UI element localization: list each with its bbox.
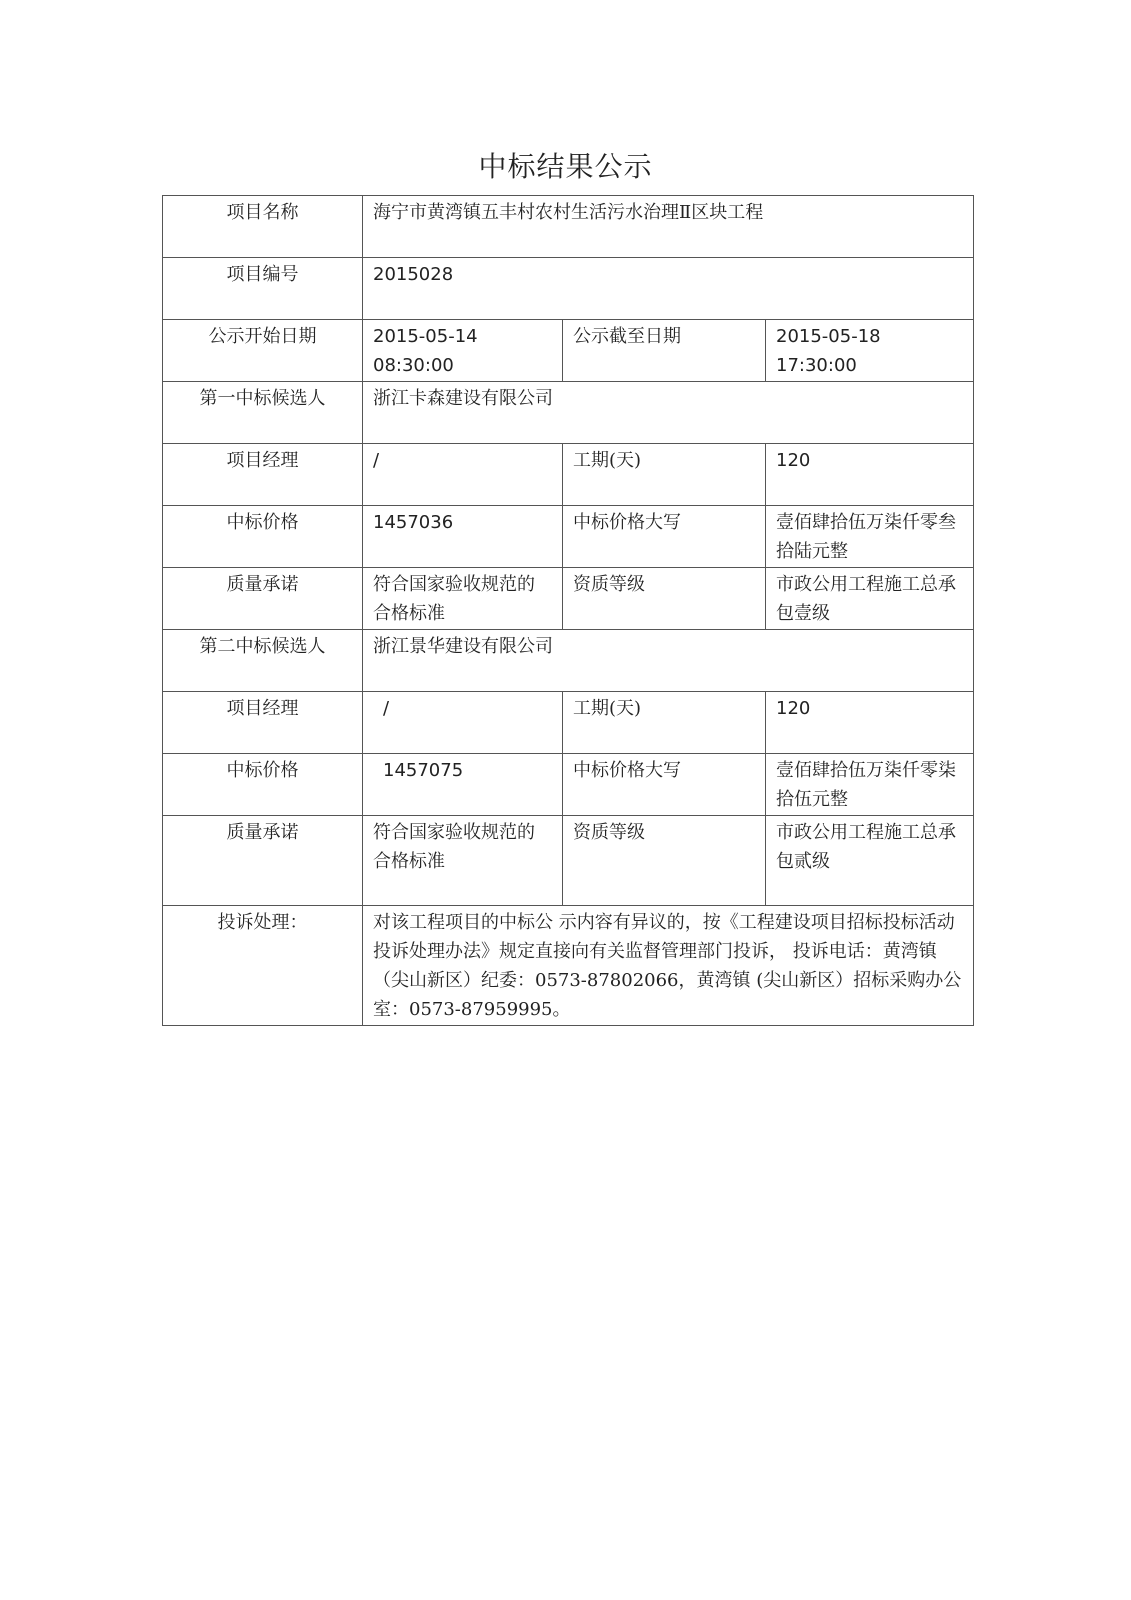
candidate2-price-upper-label: 中标价格大写: [563, 754, 766, 816]
candidate2-quality-label: 质量承诺: [163, 816, 363, 906]
candidate1-price-label: 中标价格: [163, 506, 363, 568]
candidate2-grade-value: 市政公用工程施工总承包贰级: [766, 816, 974, 906]
row-candidate2-price: [163, 754, 974, 816]
row-candidate1-manager: [163, 444, 974, 506]
row-project-number: [163, 258, 974, 320]
candidate2-price-upper-value: 壹佰肆拾伍万柒仟零柒拾伍元整: [766, 754, 974, 816]
row-complaint: [163, 906, 974, 1026]
start-date-value: 2015-05-14 08:30:00: [363, 320, 563, 382]
complaint-label: 投诉处理：: [163, 906, 363, 1026]
candidate1-label: 第一中标候选人: [163, 382, 363, 444]
project-name-label: 项目名称: [163, 196, 363, 258]
row-candidate1-price: [163, 506, 974, 568]
row-candidate1-name: [163, 382, 974, 444]
row-candidate2-name: [163, 630, 974, 692]
complaint-text: 对该工程项目的中标公 示内容有异议的，按《工程建设项目招标投标活动投诉处理办法》规定直接向有关监督管理部门投诉， 投诉电话：黄湾镇（尖山新区）纪委：0573-87802066，黄湾镇 (尖山新区）招标采购办公室：0573-87959995。: [363, 906, 974, 1026]
end-date-label: 公示截至日期: [563, 320, 766, 382]
candidate2-period-value: 120: [766, 692, 974, 754]
project-number-label: 项目编号: [163, 258, 363, 320]
row-candidate2-manager: [163, 692, 974, 754]
candidate1-price-upper-label: 中标价格大写: [563, 506, 766, 568]
page-title: 中标结果公示: [478, 150, 653, 183]
candidate2-manager-value: /: [363, 692, 563, 754]
candidate2-period-label: 工期(天): [563, 692, 766, 754]
candidate1-quality-label: 质量承诺: [163, 568, 363, 630]
candidate2-quality-value: 符合国家验收规范的合格标准: [363, 816, 563, 906]
candidate2-price-label: 中标价格: [163, 754, 363, 816]
candidate1-name: 浙江卡森建设有限公司: [363, 382, 974, 444]
award-result-table: [162, 195, 974, 1026]
candidate2-name: 浙江景华建设有限公司: [363, 630, 974, 692]
candidate1-grade-value: 市政公用工程施工总承包壹级: [766, 568, 974, 630]
candidate1-manager-value: /: [363, 444, 563, 506]
project-number-value: 2015028: [363, 258, 974, 320]
project-name-value: 海宁市黄湾镇五丰村农村生活污水治理Ⅱ区块工程: [363, 196, 974, 258]
start-date-label: 公示开始日期: [163, 320, 363, 382]
candidate1-period-value: 120: [766, 444, 974, 506]
candidate2-manager-label: 项目经理: [163, 692, 363, 754]
candidate1-period-label: 工期(天): [563, 444, 766, 506]
candidate1-price-value: 1457036: [363, 506, 563, 568]
row-candidate2-quality: [163, 816, 974, 906]
candidate1-quality-value: 符合国家验收规范的合格标准: [363, 568, 563, 630]
end-date-value: 2015-05-18 17:30:00: [766, 320, 974, 382]
row-project-name: [163, 196, 974, 258]
candidate1-grade-label: 资质等级: [563, 568, 766, 630]
row-publicity-dates: [163, 320, 974, 382]
candidate1-price-upper-value: 壹佰肆拾伍万柒仟零叁拾陆元整: [766, 506, 974, 568]
row-candidate1-quality: [163, 568, 974, 630]
candidate2-grade-label: 资质等级: [563, 816, 766, 906]
candidate2-label: 第二中标候选人: [163, 630, 363, 692]
candidate1-manager-label: 项目经理: [163, 444, 363, 506]
candidate2-price-value: 1457075: [363, 754, 563, 816]
